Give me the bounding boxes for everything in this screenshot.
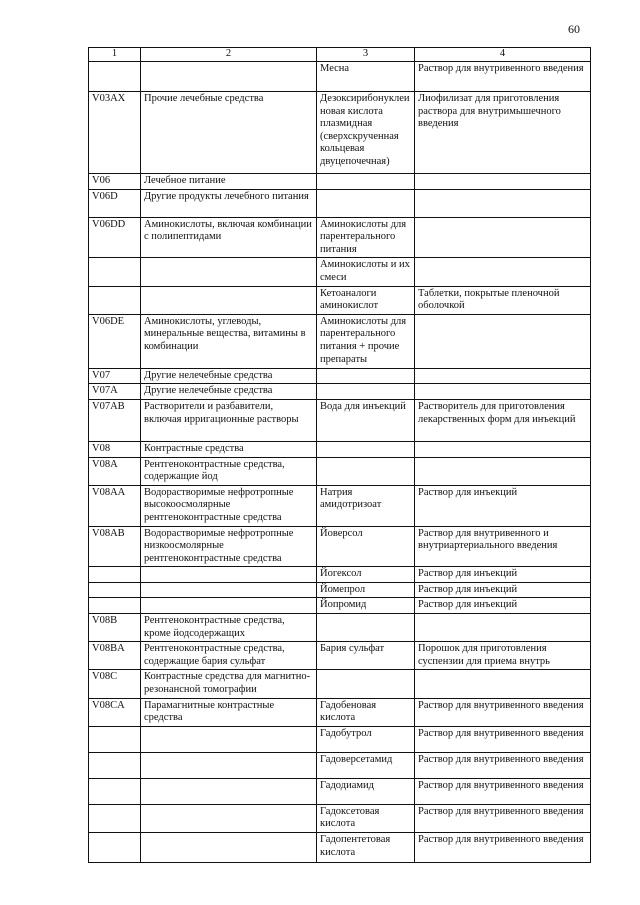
dosage-form-cell: Раствор для инъекций	[415, 567, 591, 583]
atc-code-cell	[89, 804, 141, 832]
group-name-cell: Водорастворимые нефротропные высокоосмолярные рентгеноконтрастные средства	[141, 485, 317, 526]
substance-cell: Гадоксетовая кислота	[317, 804, 415, 832]
atc-code-cell	[89, 286, 141, 314]
group-name-cell	[141, 286, 317, 314]
substance-cell	[317, 457, 415, 485]
header-col-3: 3	[317, 48, 415, 62]
group-name-cell: Другие продукты лечебного питания	[141, 189, 317, 217]
table-row	[89, 567, 591, 583]
table-row	[89, 92, 591, 174]
group-name-cell: Растворители и разбавители, включая ирригационные растворы	[141, 399, 317, 441]
dosage-form-cell: Раствор для инъекций	[415, 485, 591, 526]
table-row	[89, 804, 591, 832]
dosage-form-cell: Раствор для внутривенного введения	[415, 833, 591, 863]
dosage-form-cell	[415, 384, 591, 400]
table-row	[89, 189, 591, 217]
atc-code-cell	[89, 582, 141, 598]
group-name-cell	[141, 833, 317, 863]
dosage-form-cell: Раствор для внутривенного и внутриартериального введения	[415, 526, 591, 567]
atc-code-cell: V03AX	[89, 92, 141, 174]
table-row	[89, 833, 591, 863]
group-name-cell: Рентгеноконтрастные средства, кроме йодсодержащих	[141, 614, 317, 642]
group-name-cell: Аминокислоты, углеводы, минеральные вещества, витамины в комбинации	[141, 314, 317, 368]
dosage-form-cell: Раствор для внутривенного введения	[415, 62, 591, 92]
group-name-cell: Аминокислоты, включая комбинации с полипептидами	[141, 217, 317, 258]
atc-code-cell	[89, 258, 141, 286]
table-row	[89, 286, 591, 314]
group-name-cell: Контрастные средства	[141, 441, 317, 457]
substance-cell	[317, 189, 415, 217]
substance-cell: Аминокислоты для парентерального питания + прочие препараты	[317, 314, 415, 368]
dosage-form-cell: Лиофилизат для приготовления раствора для внутримышечного введения	[415, 92, 591, 174]
dosage-form-cell: Раствор для внутривенного введения	[415, 804, 591, 832]
atc-code-cell: V07	[89, 368, 141, 384]
table-row	[89, 778, 591, 804]
atc-code-cell	[89, 752, 141, 778]
atc-code-cell	[89, 778, 141, 804]
table-row	[89, 174, 591, 190]
atc-code-cell: V07AB	[89, 399, 141, 441]
substance-cell: Гадопентетовая кислота	[317, 833, 415, 863]
dosage-form-cell	[415, 614, 591, 642]
dosage-form-cell: Порошок для приготовления суспензии для приема внутрь	[415, 642, 591, 670]
group-name-cell: Другие нелечебные средства	[141, 384, 317, 400]
substance-cell: Гадобутрол	[317, 726, 415, 752]
table-row	[89, 526, 591, 567]
substance-cell: Кетоаналоги аминокислот	[317, 286, 415, 314]
dosage-form-cell	[415, 258, 591, 286]
header-row	[89, 48, 591, 62]
table-row	[89, 670, 591, 698]
dosage-form-cell	[415, 368, 591, 384]
atc-code-cell: V06D	[89, 189, 141, 217]
atc-code-cell: V08B	[89, 614, 141, 642]
substance-cell: Йопромид	[317, 598, 415, 614]
table-row	[89, 441, 591, 457]
group-name-cell	[141, 752, 317, 778]
group-name-cell	[141, 582, 317, 598]
substance-cell	[317, 614, 415, 642]
atc-code-cell	[89, 726, 141, 752]
table-row	[89, 258, 591, 286]
substance-cell: Йоверсол	[317, 526, 415, 567]
group-name-cell	[141, 62, 317, 92]
substance-cell: Месна	[317, 62, 415, 92]
group-name-cell	[141, 598, 317, 614]
atc-code-cell: V08C	[89, 670, 141, 698]
substance-cell: Гадобеновая кислота	[317, 698, 415, 726]
substance-cell: Дезоксирибонуклеиновая кислота плазмидная (сверхскрученная кольцевая двуцепочечная)	[317, 92, 415, 174]
substance-cell: Вода для инъекций	[317, 399, 415, 441]
dosage-form-cell: Раствор для внутривенного введения	[415, 778, 591, 804]
dosage-form-cell: Растворитель для приготовления лекарственных форм для инъекций	[415, 399, 591, 441]
header-col-2: 2	[141, 48, 317, 62]
group-name-cell: Лечебное питание	[141, 174, 317, 190]
substance-cell	[317, 174, 415, 190]
substance-cell: Аминокислоты для парентерального питания	[317, 217, 415, 258]
group-name-cell	[141, 804, 317, 832]
atc-code-cell: V06DD	[89, 217, 141, 258]
table-body	[89, 62, 591, 863]
atc-code-cell: V07A	[89, 384, 141, 400]
atc-code-cell	[89, 598, 141, 614]
atc-code-cell: V06DE	[89, 314, 141, 368]
substance-cell: Аминокислоты и их смеси	[317, 258, 415, 286]
group-name-cell: Другие нелечебные средства	[141, 368, 317, 384]
substance-cell: Йомепрол	[317, 582, 415, 598]
table-row	[89, 726, 591, 752]
substance-cell	[317, 368, 415, 384]
atc-code-cell: V08CA	[89, 698, 141, 726]
group-name-cell	[141, 778, 317, 804]
substance-cell: Йогексол	[317, 567, 415, 583]
dosage-form-cell	[415, 314, 591, 368]
table-row	[89, 598, 591, 614]
group-name-cell	[141, 258, 317, 286]
dosage-form-cell: Раствор для инъекций	[415, 598, 591, 614]
table-row	[89, 314, 591, 368]
substance-cell: Гадодиамид	[317, 778, 415, 804]
table-row	[89, 384, 591, 400]
dosage-form-cell: Раствор для инъекций	[415, 582, 591, 598]
substance-cell	[317, 384, 415, 400]
substance-cell: Гадоверсетамид	[317, 752, 415, 778]
table-row	[89, 399, 591, 441]
table-row	[89, 485, 591, 526]
table-row	[89, 368, 591, 384]
substance-cell: Бария сульфат	[317, 642, 415, 670]
group-name-cell: Рентгеноконтрастные средства, содержащие йод	[141, 457, 317, 485]
table-row	[89, 752, 591, 778]
atc-code-cell: V06	[89, 174, 141, 190]
atc-code-cell	[89, 833, 141, 863]
atc-code-cell	[89, 62, 141, 92]
dosage-form-cell	[415, 670, 591, 698]
page-number: 60	[568, 22, 580, 36]
atc-code-cell: V08AB	[89, 526, 141, 567]
table-row	[89, 614, 591, 642]
table-row	[89, 642, 591, 670]
table-row	[89, 62, 591, 92]
group-name-cell	[141, 726, 317, 752]
table-row	[89, 457, 591, 485]
drug-table	[88, 47, 591, 863]
dosage-form-cell: Таблетки, покрытые пленочной оболочкой	[415, 286, 591, 314]
group-name-cell: Прочие лечебные средства	[141, 92, 317, 174]
atc-code-cell: V08AA	[89, 485, 141, 526]
group-name-cell: Рентгеноконтрастные средства, содержащие бария сульфат	[141, 642, 317, 670]
dosage-form-cell	[415, 217, 591, 258]
atc-code-cell: V08	[89, 441, 141, 457]
dosage-form-cell: Раствор для внутривенного введения	[415, 726, 591, 752]
dosage-form-cell	[415, 441, 591, 457]
group-name-cell	[141, 567, 317, 583]
substance-cell: Натрия амидотризоат	[317, 485, 415, 526]
atc-code-cell: V08A	[89, 457, 141, 485]
dosage-form-cell: Раствор для внутривенного введения	[415, 698, 591, 726]
dosage-form-cell	[415, 189, 591, 217]
table-row	[89, 217, 591, 258]
table-row	[89, 698, 591, 726]
table-header	[89, 48, 591, 62]
group-name-cell: Парамагнитные контрастные средства	[141, 698, 317, 726]
substance-cell	[317, 670, 415, 698]
substance-cell	[317, 441, 415, 457]
group-name-cell: Контрастные средства для магнитно-резонансной томографии	[141, 670, 317, 698]
atc-code-cell: V08BA	[89, 642, 141, 670]
dosage-form-cell	[415, 174, 591, 190]
group-name-cell: Водорастворимые нефротропные низкоосмолярные рентгеноконтрастные средства	[141, 526, 317, 567]
dosage-form-cell: Раствор для внутривенного введения	[415, 752, 591, 778]
header-col-1: 1	[89, 48, 141, 62]
table-row	[89, 582, 591, 598]
atc-code-cell	[89, 567, 141, 583]
dosage-form-cell	[415, 457, 591, 485]
header-col-4: 4	[415, 48, 591, 62]
